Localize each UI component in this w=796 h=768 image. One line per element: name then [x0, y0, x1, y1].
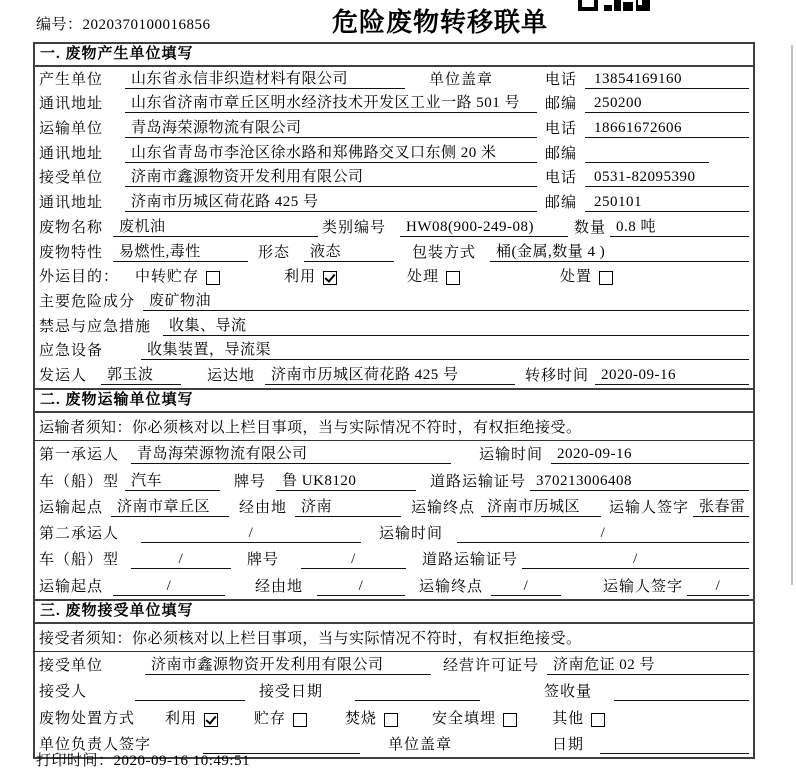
- field-value: 0.8 吨: [610, 215, 749, 237]
- field-label: 废物特性: [39, 244, 104, 261]
- section-title: 一. 废物产生单位填写: [35, 44, 753, 67]
- checkbox-unchecked: [591, 713, 605, 727]
- field-label: 单位盖章: [429, 71, 494, 88]
- doc-number: [36, 13, 211, 34]
- field-label: 邮编: [545, 145, 578, 162]
- form-row: [35, 704, 753, 730]
- field-label: 第二承运人: [39, 526, 120, 543]
- field-label: 数量: [574, 219, 607, 236]
- field-value: /: [522, 551, 749, 569]
- field-value: [135, 700, 245, 701]
- field-label: 外运目的：: [39, 269, 120, 286]
- checkbox-label: 安全填埋: [432, 710, 497, 727]
- field-value: 青岛海荣源物流有限公司: [125, 116, 537, 138]
- form-row: [35, 572, 753, 598]
- doc-number-label: 编号：: [36, 17, 83, 33]
- form-row: [35, 678, 753, 704]
- field-label: 邮编: [545, 195, 578, 212]
- field-value: 张春雷: [693, 495, 749, 517]
- checkbox-unchecked: [503, 713, 517, 727]
- field-label: 通讯地址: [39, 195, 104, 212]
- checkbox-group: [552, 707, 605, 728]
- checkbox-group: [560, 265, 613, 286]
- field-label: 日期: [552, 736, 585, 753]
- section-receiver-unit: [35, 599, 753, 757]
- field-label: 主要危险成分: [39, 293, 136, 310]
- form-row: [35, 92, 753, 117]
- field-value: 济南危证 02 号: [547, 653, 749, 675]
- field-label: 签收量: [544, 684, 593, 701]
- field-value: 250101: [585, 194, 749, 212]
- checkbox-unchecked: [599, 271, 613, 285]
- form-row: [35, 289, 753, 314]
- field-value: 2020-09-16: [595, 367, 749, 385]
- form-row: [35, 467, 753, 493]
- field-value: /: [687, 578, 749, 596]
- field-label: 接受日期: [259, 684, 324, 701]
- field-label: 转移时间: [525, 367, 590, 384]
- form-row: [35, 363, 753, 388]
- field-value: 济南市历城区: [481, 495, 601, 517]
- checkbox-label: 其他: [552, 710, 585, 727]
- field-value: [614, 700, 749, 701]
- field-value: [585, 162, 709, 163]
- field-value: 山东省青岛市李沧区徐水路和郑佛路交叉口东侧 20 米: [125, 141, 537, 163]
- field-value: 18661672606: [585, 120, 749, 138]
- field-value: 370213006408: [530, 473, 749, 491]
- field-label: 形态: [258, 244, 291, 261]
- checkbox-group: [432, 707, 517, 728]
- field-label: 运输单位: [39, 121, 104, 138]
- field-value: 易燃性,毒性: [113, 240, 248, 262]
- field-label: 第一承运人: [39, 447, 120, 464]
- field-value: 收集、导流: [163, 314, 749, 336]
- field-value: 济南市鑫源物资开发利用有限公司: [145, 653, 431, 675]
- field-label: 接受人: [39, 684, 88, 701]
- form-row: [35, 215, 753, 240]
- receiver-notice: 接受者须知：你必须核对以上栏目事项，当与实际情况不符时，有权拒绝接受。: [35, 624, 753, 652]
- checkbox-group: [345, 707, 398, 728]
- checkbox-label: 焚烧: [345, 710, 378, 727]
- print-time: [36, 749, 250, 768]
- print-time-label: 打印时间：: [36, 753, 114, 768]
- doc-number-value: 2020370100016856: [82, 17, 211, 33]
- field-value: 济南: [295, 495, 401, 517]
- field-label: 运输人签字: [609, 499, 690, 516]
- field-label: 接受单位: [39, 170, 104, 187]
- field-value: /: [301, 551, 406, 569]
- form-row: [35, 314, 753, 339]
- field-label: 禁忌与应急措施: [39, 318, 152, 335]
- field-label: 包装方式: [412, 244, 477, 261]
- field-label: 电话: [545, 170, 578, 187]
- checkbox-unchecked: [206, 271, 220, 285]
- field-label: 邮编: [545, 96, 578, 113]
- field-label: 电话: [545, 71, 578, 88]
- field-value: 山东省永信非织造材料有限公司: [125, 67, 405, 89]
- section-transport-unit: [35, 388, 753, 599]
- section-title: 二. 废物运输单位填写: [35, 390, 753, 413]
- field-value: 250200: [585, 95, 749, 113]
- checkbox-group: [135, 265, 220, 286]
- checkbox-checked: [323, 271, 337, 285]
- form-row: [35, 67, 753, 92]
- checkbox-group: [254, 707, 307, 728]
- qr-code-fragment-icon: [578, 0, 650, 11]
- field-label: 运输起点: [39, 578, 104, 595]
- form-row: [35, 652, 753, 678]
- field-label: 运输时间: [379, 526, 444, 543]
- section-title: 三. 废物接受单位填写: [35, 601, 753, 624]
- field-label: 运输时间: [479, 447, 544, 464]
- field-value: /: [131, 551, 231, 569]
- field-label: 应急设备: [39, 343, 104, 360]
- field-label: 单位负责人签字: [39, 736, 152, 753]
- field-value: /: [113, 578, 225, 596]
- field-label: 废物名称: [39, 219, 104, 236]
- field-value: 桶(金属,数量 4 ): [490, 240, 749, 262]
- field-value: 郭玉波: [101, 363, 181, 385]
- field-label: 道路运输证号: [430, 473, 527, 490]
- field-label: 经营许可证号: [443, 658, 540, 675]
- field-value: 山东省济南市章丘区明水经济技术开发区工业一路 501 号: [125, 91, 537, 113]
- field-label: 运输终点: [419, 578, 484, 595]
- field-value: HW08(900-249-08): [400, 219, 568, 237]
- transporter-notice: 运输者须知：你必须核对以上栏目事项，当与实际情况不符时，有权拒绝接受。: [35, 413, 753, 441]
- field-value: /: [457, 525, 749, 543]
- field-label: 通讯地址: [39, 96, 104, 113]
- field-value: /: [141, 525, 361, 543]
- checkbox-group: [165, 707, 218, 728]
- field-label: 牌号: [234, 473, 267, 490]
- form-row: [35, 166, 753, 191]
- field-label: 运输起点: [39, 499, 104, 516]
- page-edge-line: [791, 45, 793, 585]
- checkbox-checked: [204, 713, 218, 727]
- field-value: /: [317, 578, 405, 596]
- checkbox-unchecked: [293, 713, 307, 727]
- checkbox-label: 利用: [165, 710, 198, 727]
- field-value: 废矿物油: [143, 289, 749, 311]
- form-row: [35, 116, 753, 141]
- field-label: 产生单位: [39, 71, 104, 88]
- page-title: 危险废物转移联单: [332, 8, 549, 37]
- field-value: 济南市历城区荷花路 425 号: [265, 363, 515, 385]
- field-label: 通讯地址: [39, 145, 104, 162]
- form-row: [35, 494, 753, 520]
- field-label: 运输人签字: [603, 578, 684, 595]
- form-row: [35, 240, 753, 265]
- field-label: 接受单位: [39, 658, 104, 675]
- field-value: 废机油: [113, 215, 318, 237]
- field-label: 废物处置方式: [39, 710, 136, 727]
- field-label: 车（船）型: [39, 473, 120, 490]
- form-row: [35, 339, 753, 364]
- field-value: 鲁 UK8120: [276, 469, 416, 491]
- print-time-value: 2020-09-16 10:49:51: [113, 753, 251, 768]
- form-row: [35, 441, 753, 467]
- checkbox-unchecked: [446, 271, 460, 285]
- field-label: 车（船）型: [39, 552, 120, 569]
- checkbox-label: 利用: [284, 269, 317, 286]
- form-row: [35, 546, 753, 572]
- checkbox-label: 处理: [407, 269, 440, 286]
- form-row: [35, 520, 753, 546]
- field-value: 济南市章丘区: [111, 495, 229, 517]
- field-value: [600, 753, 749, 754]
- field-label: 运达地: [207, 367, 256, 384]
- checkbox-label: 中转贮存: [135, 269, 200, 286]
- checkbox-group: [407, 265, 460, 286]
- checkbox-unchecked: [384, 713, 398, 727]
- field-label: 经由地: [255, 578, 304, 595]
- form-row: [35, 190, 753, 215]
- manifest-form: [33, 42, 755, 759]
- field-value: 济南市历城区荷花路 425 号: [125, 190, 537, 212]
- section-generator-unit: [35, 44, 753, 388]
- field-value: 液态: [304, 240, 394, 262]
- field-value: 0531-82095390: [585, 169, 749, 187]
- field-value: 2020-09-16: [551, 446, 749, 464]
- field-value: 济南市鑫源物资开发利用有限公司: [125, 165, 537, 187]
- field-value: 收集装置，导流渠: [141, 338, 749, 360]
- field-label: 运输终点: [411, 499, 476, 516]
- field-label: 单位盖章: [388, 736, 453, 753]
- field-value: 13854169160: [585, 71, 749, 89]
- field-value: [355, 700, 480, 701]
- field-label: 牌号: [247, 552, 280, 569]
- checkbox-label: 处置: [560, 269, 593, 286]
- field-label: 发运人: [39, 367, 88, 384]
- field-value: 汽车: [125, 469, 220, 491]
- field-label: 类别编号: [322, 219, 387, 236]
- field-label: 电话: [545, 121, 578, 138]
- field-value: 青岛海荣源物流有限公司: [131, 442, 451, 464]
- field-label: 道路运输证号: [422, 552, 519, 569]
- checkbox-group: [284, 265, 337, 286]
- field-label: 经由地: [239, 499, 288, 516]
- form-row: [35, 265, 753, 290]
- field-value: /: [491, 578, 561, 596]
- form-row: [35, 141, 753, 166]
- checkbox-label: 贮存: [254, 710, 287, 727]
